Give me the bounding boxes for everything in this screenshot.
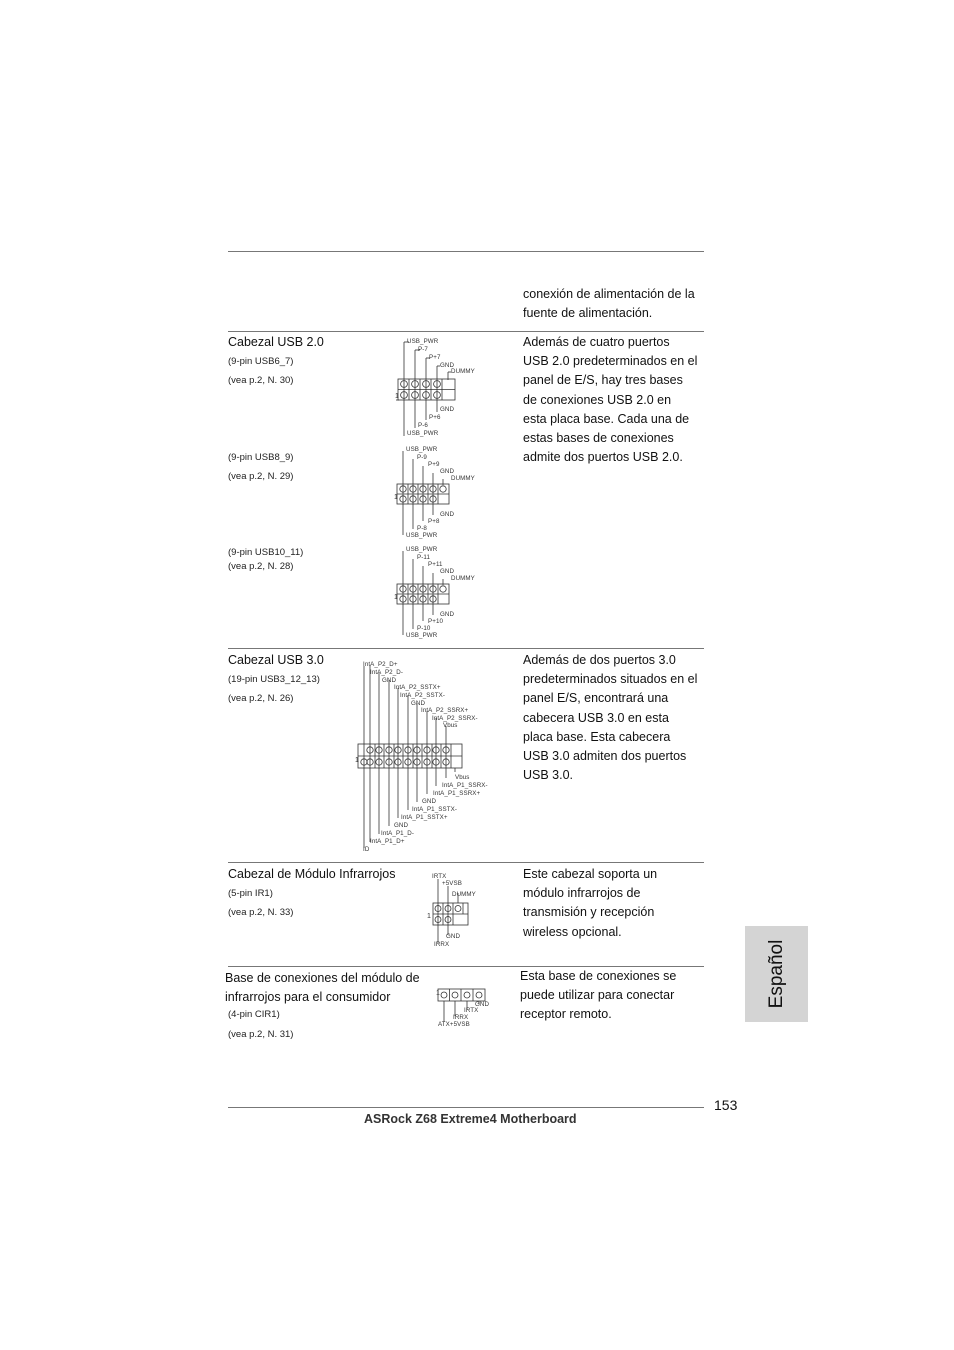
pin-label: GND [422,798,437,805]
cir-title-line1: Base de conexiones del módulo de [225,971,420,985]
language-tab [745,926,808,1022]
pin1-marker: 1 [395,393,399,400]
pin-label: GND [440,406,455,413]
pin1-marker: 1 [436,990,440,997]
pin-label: IRTX [464,1007,479,1014]
top-rule [228,251,704,252]
pin-label: GND [440,468,455,475]
pin-label: GND [382,677,397,684]
usb3-title: Cabezal USB 3.0 [228,653,324,667]
pin-label: P+7 [429,354,441,361]
cir-title [225,969,420,1007]
usb2-conn3-ref: (vea p.2, N. 28) [228,561,294,572]
pin-label: DUMMY [451,368,475,375]
ir-title: Cabezal de Módulo Infrarrojos [228,867,396,881]
usb2-conn1-pins: (9-pin USB6_7) [228,356,294,367]
pin-label: IntA_P1_SSTX+ [401,814,448,821]
pin1-marker: 1 [394,494,398,501]
pin-label: Vbus [455,774,470,781]
pin-label: IRRX [434,941,450,948]
pin-label: P+10 [428,618,444,625]
pin-label: IntA_P2_D+ [363,661,398,668]
pin-label: IntA_P1_SSRX+ [433,790,481,797]
usb2-description: Además de cuatro puertos USB 2.0 predeterminados en el panel de E/S, hay tres bases de conexiones USB 2.0 en esta placa base. Cada una de estas bases de conexiones admite dos puertos USB 2.0. [523,335,698,465]
pin1-marker: 1 [394,594,398,601]
usb3-pins: (19-pin USB3_12_13) [228,674,320,685]
pin-label: USB_PWR [407,430,439,437]
usb2-conn2-pins: (9-pin USB8_9) [228,452,294,463]
pin-label: IntA_P2_SSTX+ [394,684,441,691]
pin-label: USB_PWR [407,338,439,345]
usb2-title: Cabezal USB 2.0 [228,335,324,349]
pin-label: IntA_P2_SSRX- [432,715,478,722]
pin-label: GND [440,568,455,575]
pin-label: IntA_P1_SSRX- [442,782,488,789]
language-tab-label: Español [765,939,787,1009]
usb2-conn1-ref: (vea p.2, N. 30) [228,375,294,386]
pin1-marker: 1 [427,913,431,920]
cir-title-line2: infrarrojos para el consumidor [225,990,391,1005]
pin-label: DUMMY [451,575,475,582]
pin-label: Vbus [443,722,458,729]
usb3-ref: (vea p.2, N. 26) [228,693,294,704]
pin-label: P+11 [428,561,443,568]
pin-label: IntA_P2_SSRX+ [421,707,469,714]
pin-label: IntA_P1_SSTX- [412,806,457,813]
divider-ir [228,862,704,863]
pin-label: GND [440,611,455,618]
pin-label: IRRX [453,1014,469,1021]
usb3-description: Además de dos puertos 3.0 predeterminados situados en el panel E/S, encontrará una cabecera USB 3.0 en esta placa base. Esta cabecera USB 3.0 admiten dos puertos USB 3.0. [523,653,698,783]
pin-label: USB_PWR [406,546,438,553]
footer-rule [228,1107,704,1108]
usb2-conn2-ref: (vea p.2, N. 29) [228,471,294,482]
pin-label: GND [411,700,426,707]
pin-label: GND [394,822,409,829]
ir-description: Este cabezal soporta un módulo infrarrojos de transmisión y recepción wireless opcional. [523,867,658,939]
usb2-conn3-pins: (9-pin USB10_11) [228,547,304,558]
page-number: 153 [714,1097,738,1113]
pin-label: IRTX [432,873,447,880]
pin-label: P+9 [428,461,440,468]
pin-label: P-8 [417,525,427,532]
pin-label: P+8 [428,518,440,525]
pin-label: GND [446,933,461,940]
pin-label: IntA_P1_D+ [370,838,405,845]
pin-label: ID [363,846,370,853]
pin-label: USB_PWR [406,532,438,539]
pin-label: P+6 [429,414,441,421]
pin1-marker: 1 [355,757,359,764]
cir-description: Esta base de conexiones se puede utilizar para conectar receptor remoto. [520,969,677,1022]
cir-pins: (4-pin CIR1) [228,1009,280,1020]
pin-label: GND [475,1001,490,1008]
cir-ref: (vea p.2, N. 31) [228,1029,294,1040]
pin-label: USB_PWR [406,446,438,453]
pin-label: P-11 [417,554,431,561]
pin-label: +5VSB [442,880,462,887]
pin-label: P-10 [417,625,431,632]
pin-label: GND [440,511,455,518]
pin-label: USB_PWR [406,632,438,639]
footer-title: ASRock Z68 Extreme4 Motherboard [364,1112,577,1126]
pin-label: IntA_P2_D- [370,669,403,676]
pin-label: DUMMY [451,475,475,482]
ir-ref: (vea p.2, N. 33) [228,907,294,918]
pin-label: IntA_P2_SSTX- [400,692,445,699]
pin-label: P-6 [418,422,428,429]
pin-label: ATX+5VSB [438,1021,470,1028]
divider-usb3 [228,648,704,649]
pin-label: DUMMY [452,891,476,898]
ir-pins: (5-pin IR1) [228,888,273,899]
pin-label: IntA_P1_D- [381,830,414,837]
intro-text: conexión de alimentación de la fuente de alimentación. [523,287,695,321]
pin-label: P-9 [417,454,427,461]
divider-usb2 [228,331,704,332]
pin-label: P-7 [418,346,428,353]
pin-label: GND [440,362,455,369]
